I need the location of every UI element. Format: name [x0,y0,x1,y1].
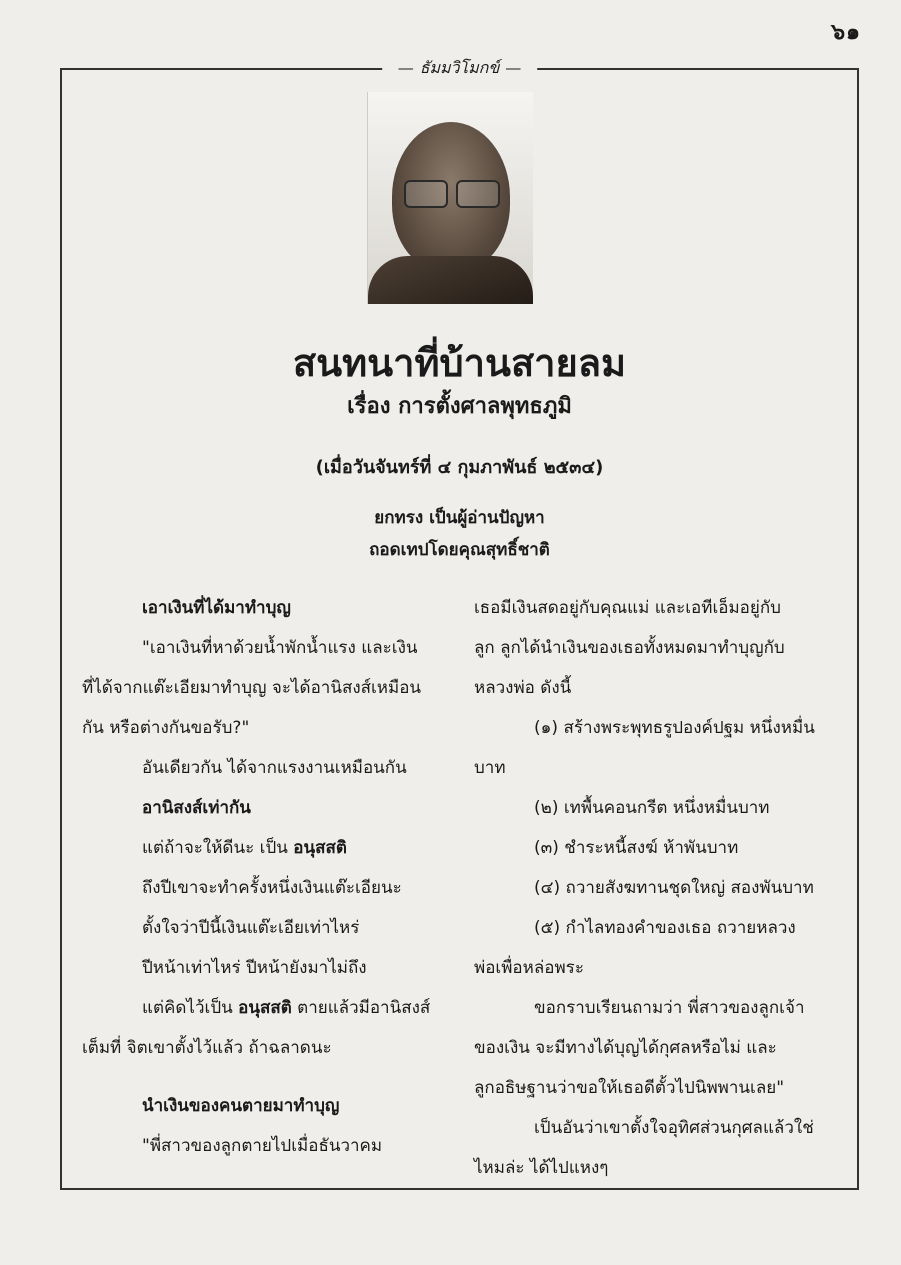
list-item: (๒) เทพื้นคอนกรีต หนึ่งหมื่นบาท [534,798,770,818]
monk-portrait-photo [367,92,533,304]
article-frame [60,58,859,1190]
section-heading: นำเงินของคนตายมาทำบุญ [142,1096,340,1116]
section-header: — ธัมมวิโมกข์ — [382,56,538,81]
glasses-shape [404,180,500,206]
transcriber-credit: ถอดเทปโดยคุณสุทธิ์ชาติ [369,540,550,560]
text-line: ตั้งใจว่าปีนี้เงินแต๊ะเอียเท่าไหร่ [142,918,360,938]
article-subtitle: เรื่อง การตั้งศาลพุทธภูมิ [347,394,572,419]
article-date: (เมื่อวันจันทร์ที่ ๔ กุมภาพันธ์ ๒๕๓๔) [315,457,604,478]
text-line: ไหมล่ะ ได้ไปแหงๆ [474,1158,609,1178]
text-line: ที่ได้จากแต๊ะเอียมาทำบุญ จะได้อานิสงส์เหมือน [82,678,422,698]
text-line: กัน หรือต่างกันขอรับ?" [82,718,250,738]
emphasis-term: อนุสสติ [238,998,292,1018]
text-line: ถึงปีเขาจะทำครั้งหนึ่งเงินแต๊ะเอียนะ [142,878,402,898]
list-item: (๑) สร้างพระพุทธรูปองค์ปฐม หนึ่งหมื่น [534,718,815,738]
right-column [474,588,846,1188]
text-line: ขอกราบเรียนถามว่า พี่สาวของลูกเจ้า [534,998,805,1018]
text-line: เป็นอันว่าเขาตั้งใจอุทิศส่วนกุศลแล้วใช่ [534,1118,814,1138]
text-line: เต็มที่ จิตเขาตั้งไว้แล้ว ถ้าฉลาดนะ [82,1038,332,1058]
text-line: อันเดียวกัน ได้จากแรงงานเหมือนกัน [142,758,407,778]
emphasis-term: อนุสสติ [293,838,347,858]
text-line: แต่คิดไว้เป็น อนุสสติ ตายแล้วมีอานิสงส์ [142,998,431,1018]
section-heading: อานิสงส์เท่ากัน [142,798,251,818]
left-column [82,588,467,1166]
page-number: ๖๑ [831,20,861,45]
text-line: "เอาเงินที่หาด้วยน้ำพักน้ำแรง และเงิน [142,638,418,658]
text-line: ลูกอธิษฐานว่าขอให้เธอดีตั้วไปนิพพานเลย" [474,1078,785,1098]
list-item: (๕) กำไลทองคำของเธอ ถวายหลวง [534,918,796,938]
section-heading: เอาเงินที่ได้มาทำบุญ [142,598,291,618]
text-line: พ่อเพื่อหล่อพระ [474,958,584,978]
text-line: เธอมีเงินสดอยู่กับคุณแม่ และเอทีเอ็มอยู่กับ [474,598,781,618]
text-line: ลูก ลูกได้นำเงินของเธอทั้งหมดมาทำบุญกับ [474,638,785,658]
list-item: (๔) ถวายสังฆทานชุดใหญ่ สองพันบาท [534,878,814,898]
text-line: ของเงิน จะมีทางได้บุญได้กุศลหรือไม่ และ [474,1038,777,1058]
text-line: แต่ถ้าจะให้ดีนะ เป็น อนุสสติ [142,838,347,858]
reader-credit: ยกทรง เป็นผู้อ่านปัญหา [374,508,545,528]
article-title: สนทนาที่บ้านสายลม [292,341,627,385]
robe-shape [368,256,533,304]
text-line: หลวงพ่อ ดังนี้ [474,678,572,698]
list-item: (๓) ชำระหนี้สงฆ์ ห้าพันบาท [534,838,739,858]
text-line: บาท [474,758,506,778]
text-line: "พี่สาวของลูกตายไปเมื่อธันวาคม [142,1136,383,1156]
text-line: ปีหน้าเท่าไหร่ ปีหน้ายังมาไม่ถึง [142,958,367,978]
